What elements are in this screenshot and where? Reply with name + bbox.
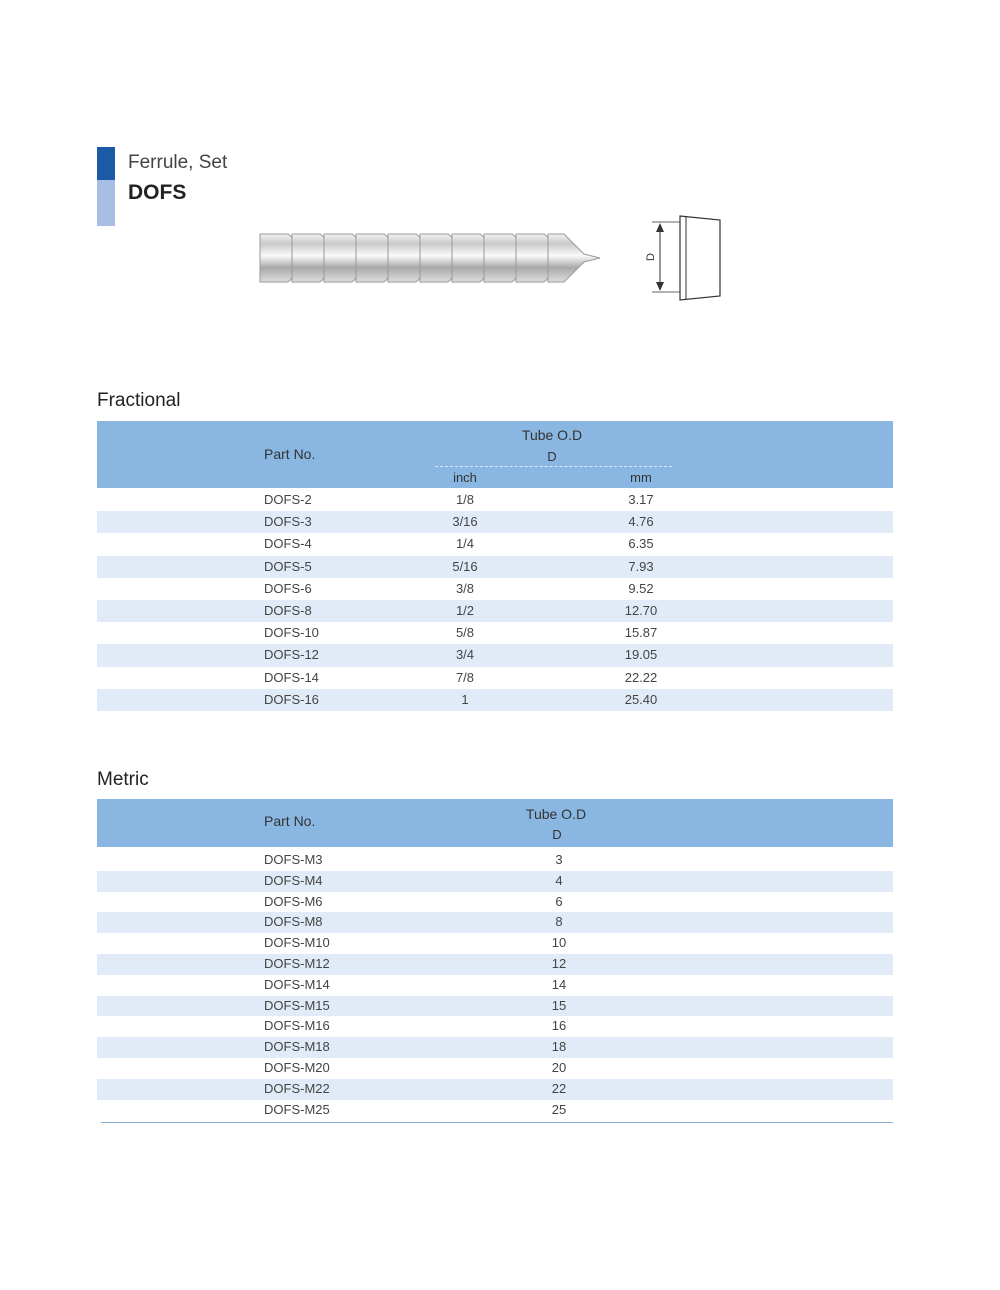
table-row	[97, 892, 893, 913]
table-row	[97, 1016, 893, 1037]
tube-od-inch: 1	[461, 691, 469, 707]
table-row	[97, 667, 893, 689]
tube-od-d: 22	[551, 1080, 567, 1096]
table-row	[97, 912, 893, 933]
part-no-header: Part No.	[264, 446, 316, 462]
fractional-table-body	[97, 488, 893, 711]
part-number: DOFS-12	[264, 647, 319, 663]
tube-od-inch: 5/16	[452, 558, 478, 574]
part-number: DOFS-M25	[264, 1101, 330, 1117]
tube-od-mm: 19.05	[624, 647, 658, 663]
metric-table-body	[97, 847, 893, 1120]
fractional-table-header	[97, 421, 893, 488]
metric-table	[97, 799, 893, 1120]
tube-od-inch: 7/8	[455, 669, 475, 685]
tube-od-mm: 12.70	[624, 602, 658, 618]
ferrule-set-photo	[258, 220, 603, 295]
product-title: DOFS	[128, 181, 187, 204]
metric-section-title: Metric	[97, 769, 149, 790]
table-row	[97, 556, 893, 578]
tube-od-mm: 25.40	[624, 691, 658, 707]
table-row	[97, 622, 893, 644]
part-no-header: Part No.	[264, 813, 316, 829]
table-row	[97, 644, 893, 666]
tube-od-mm: 7.93	[628, 558, 654, 574]
tube-od-inch: 1/2	[455, 602, 475, 618]
tube-od-inch: 1/8	[455, 492, 475, 507]
tube-od-inch: 3/16	[452, 514, 478, 530]
table-row	[97, 1037, 893, 1058]
tube-od-d: 12	[551, 955, 567, 971]
tube-od-mm: 22.22	[624, 669, 658, 685]
title-accent-light	[97, 180, 115, 226]
part-number: DOFS-3	[264, 514, 312, 530]
part-number: DOFS-M10	[264, 935, 330, 951]
table-row	[97, 975, 893, 996]
table-row	[97, 533, 893, 555]
part-number: DOFS-16	[264, 691, 319, 707]
part-number: DOFS-M16	[264, 1018, 330, 1034]
tube-od-d: 8	[555, 914, 563, 930]
table-row	[97, 996, 893, 1017]
tube-od-d: 15	[551, 997, 567, 1013]
tube-od-mm: 9.52	[628, 580, 654, 596]
part-number: DOFS-M3	[264, 852, 323, 867]
tube-od-mm: 6.35	[628, 536, 654, 552]
table-row	[97, 933, 893, 954]
ferrule-dimension-drawing	[640, 210, 730, 305]
table-row	[97, 1079, 893, 1100]
header-divider	[435, 466, 672, 467]
tube-od-header: Tube O.D	[525, 806, 587, 822]
tube-od-mm: 4.76	[628, 514, 654, 530]
table-row	[97, 871, 893, 892]
part-number: DOFS-M18	[264, 1039, 330, 1055]
metric-table-header	[97, 799, 893, 847]
d-header: D	[552, 827, 562, 842]
tube-od-d: 20	[551, 1059, 567, 1075]
part-number: DOFS-8	[264, 602, 312, 618]
fractional-section-title: Fractional	[97, 390, 181, 411]
table-row	[97, 1100, 893, 1121]
tube-od-inch: 1/4	[455, 536, 475, 552]
dimension-label: D	[645, 253, 657, 261]
part-number: DOFS-2	[264, 492, 312, 507]
title-accent-dark	[97, 147, 115, 180]
part-number: DOFS-14	[264, 669, 319, 685]
product-subtitle: Ferrule, Set	[128, 152, 228, 173]
tube-od-mm: 15.87	[624, 625, 658, 641]
part-number: DOFS-M12	[264, 955, 330, 971]
table-row	[97, 578, 893, 600]
tube-od-mm: 3.17	[628, 492, 654, 507]
tube-od-d: 18	[551, 1039, 567, 1055]
inch-header: inch	[453, 470, 477, 485]
tube-od-d: 25	[551, 1101, 567, 1117]
table-row	[97, 689, 893, 711]
tube-od-d: 3	[555, 852, 563, 867]
table-bottom-rule	[101, 1122, 893, 1123]
table-row	[97, 850, 893, 871]
fractional-table	[97, 421, 893, 711]
table-row	[97, 489, 893, 511]
mm-header: mm	[630, 470, 652, 485]
table-row	[97, 600, 893, 622]
part-number: DOFS-5	[264, 558, 312, 574]
tube-od-d: 10	[551, 935, 567, 951]
tube-od-d: 4	[555, 872, 563, 888]
tube-od-inch: 3/4	[455, 647, 475, 663]
part-number: DOFS-10	[264, 625, 319, 641]
tube-od-inch: 5/8	[455, 625, 475, 641]
part-number: DOFS-M6	[264, 893, 323, 909]
tube-od-header: Tube O.D	[521, 427, 583, 443]
table-row	[97, 954, 893, 975]
part-number: DOFS-M22	[264, 1080, 330, 1096]
part-number: DOFS-6	[264, 580, 312, 596]
part-number: DOFS-M15	[264, 997, 330, 1013]
part-number: DOFS-4	[264, 536, 312, 552]
d-header: D	[547, 449, 557, 464]
tube-od-d: 16	[551, 1018, 567, 1034]
tube-od-inch: 3/8	[455, 580, 475, 596]
tube-od-d: 6	[555, 893, 563, 909]
part-number: DOFS-M20	[264, 1059, 330, 1075]
tube-od-d: 14	[551, 976, 567, 992]
part-number: DOFS-M14	[264, 976, 330, 992]
part-number: DOFS-M4	[264, 872, 323, 888]
table-row	[97, 1058, 893, 1079]
table-row	[97, 511, 893, 533]
part-number: DOFS-M8	[264, 914, 323, 930]
